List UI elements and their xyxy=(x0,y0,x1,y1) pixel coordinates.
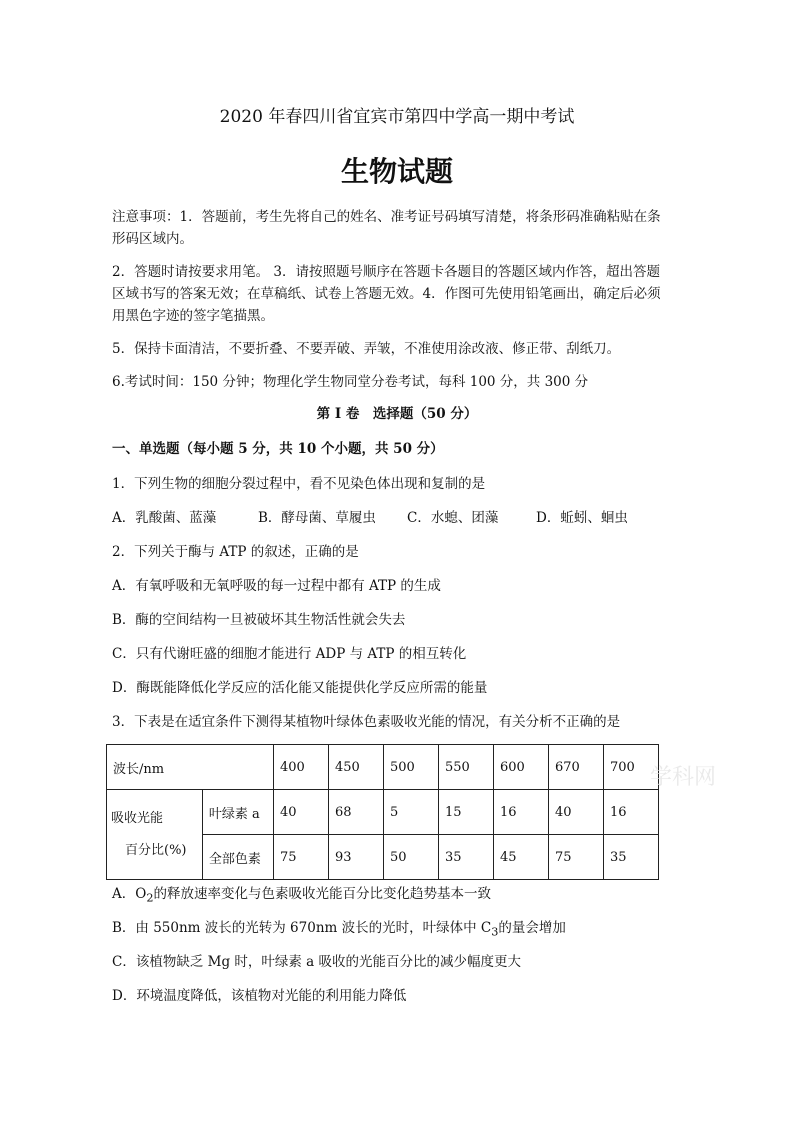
option-b xyxy=(112,918,566,943)
table-cell: 670 xyxy=(549,745,604,790)
option-c: C．该植物缺乏 Mg 时，叶绿素 a 吸收的光能百分比的减少幅度更大 xyxy=(112,954,522,970)
table-cell: 75 xyxy=(549,835,604,880)
group-label-line: 吸收光能 xyxy=(111,810,164,826)
option-text: 的量会增加 xyxy=(498,920,566,936)
option-a xyxy=(112,884,491,909)
table-cell: 450 xyxy=(329,745,384,790)
subscript: 2 xyxy=(146,891,154,905)
table-row xyxy=(107,745,659,790)
notice-line: 2．答题时请按要求用笔。 3．请按照题号顺序在答题卡各题目的答题区域内作答，超出答题 xyxy=(112,264,660,280)
table-cell: 93 xyxy=(329,835,384,880)
option-text: B．由 550nm 波长的光转为 670nm 波长的光时，叶绿体中 C xyxy=(112,920,492,936)
notice-line: 6.考试时间：150 分钟；物理化学生物同堂分卷考试，每科 100 分，共 300 分 xyxy=(112,374,589,390)
table-cell: 16 xyxy=(494,790,549,835)
option-c: C．水螅、团藻 xyxy=(407,510,499,526)
table-cell: 5 xyxy=(384,790,439,835)
table-cell: 45 xyxy=(494,835,549,880)
table-cell: 550 xyxy=(439,745,494,790)
option-c: C．只有代谢旺盛的细胞才能进行 ADP 与 ATP 的相互转化 xyxy=(112,646,467,662)
table-cell: 68 xyxy=(329,790,384,835)
table-cell: 35 xyxy=(439,835,494,880)
notice-line: 注意事项：1．答题前，考生先将自己的姓名、准考证号码填写清楚，将条形码准确粘贴在条 xyxy=(112,209,661,225)
option-text: 的释放速率变化与色素吸收光能百分比变化趋势基本一致 xyxy=(153,886,491,902)
option-d: D．酶既能降低化学反应的活化能又能提供化学反应所需的能量 xyxy=(112,680,488,696)
question-stem: 3．下表是在适宜条件下测得某植物叶绿体色素吸收光能的情况，有关分析不正确的是 xyxy=(112,714,621,730)
section-title: 第 I 卷 选择题（50 分） xyxy=(316,406,478,422)
table-cell: 400 xyxy=(274,745,329,790)
table-cell: 16 xyxy=(604,790,659,835)
table-cell: 40 xyxy=(274,790,329,835)
option-row xyxy=(112,508,628,528)
option-b: B．酵母菌、草履虫 xyxy=(258,510,376,526)
exam-title: 2020 年春四川省宜宾市第四中学高一期中考试 xyxy=(219,107,575,127)
question-stem: 2．下列关于酶与 ATP 的叙述，正确的是 xyxy=(112,544,359,560)
option-d: D．蚯蚓、蛔虫 xyxy=(536,510,628,526)
option-a: A．乳酸菌、蓝藻 xyxy=(112,510,217,526)
absorption-table xyxy=(106,744,659,880)
option-a: A．有氧呼吸和无氧呼吸的每一过程中都有 ATP 的生成 xyxy=(112,578,441,594)
table-header-cell: 波长/nm xyxy=(107,745,274,790)
option-b: B．酶的空间结构一旦被破坏其生物活性就会失去 xyxy=(112,612,406,628)
table-row xyxy=(107,790,659,835)
table-row-label: 叶绿素 a xyxy=(202,790,273,835)
option-d: D．环境温度降低，该植物对光能的利用能力降低 xyxy=(112,988,407,1004)
notice-line: 形码区域内。 xyxy=(112,231,193,247)
table-cell: 600 xyxy=(494,745,549,790)
table-cell: 40 xyxy=(549,790,604,835)
subject-title: 生物试题 xyxy=(340,155,453,188)
part-heading: 一、单选题（每小题 5 分，共 10 个小题，共 50 分） xyxy=(112,441,444,457)
subscript: 3 xyxy=(491,925,499,939)
table-row-label: 全部色素 xyxy=(202,835,273,880)
table-cell: 15 xyxy=(439,790,494,835)
table-cell: 500 xyxy=(384,745,439,790)
table-group-label xyxy=(107,790,203,880)
table-cell: 50 xyxy=(384,835,439,880)
table-cell: 700 xyxy=(604,745,659,790)
option-text: A．O xyxy=(112,886,147,902)
table-cell: 35 xyxy=(604,835,659,880)
notice-line: 区域书写的答案无效；在草稿纸、试卷上答题无效。4．作图可先使用铅笔画出，确定后必须 xyxy=(112,286,661,302)
watermark: 学科网 xyxy=(650,765,717,790)
notice-line: 5．保持卡面清洁，不要折叠、不要弄破、弄皱，不准使用涂改液、修正带、刮纸刀。 xyxy=(112,341,621,357)
question-stem: 1．下列生物的细胞分裂过程中，看不见染色体出现和复制的是 xyxy=(112,476,486,492)
table-cell: 75 xyxy=(274,835,329,880)
notice-line: 用黑色字迹的签字笔描黑。 xyxy=(112,308,274,324)
group-label-line: 百分比(%) xyxy=(125,842,187,858)
